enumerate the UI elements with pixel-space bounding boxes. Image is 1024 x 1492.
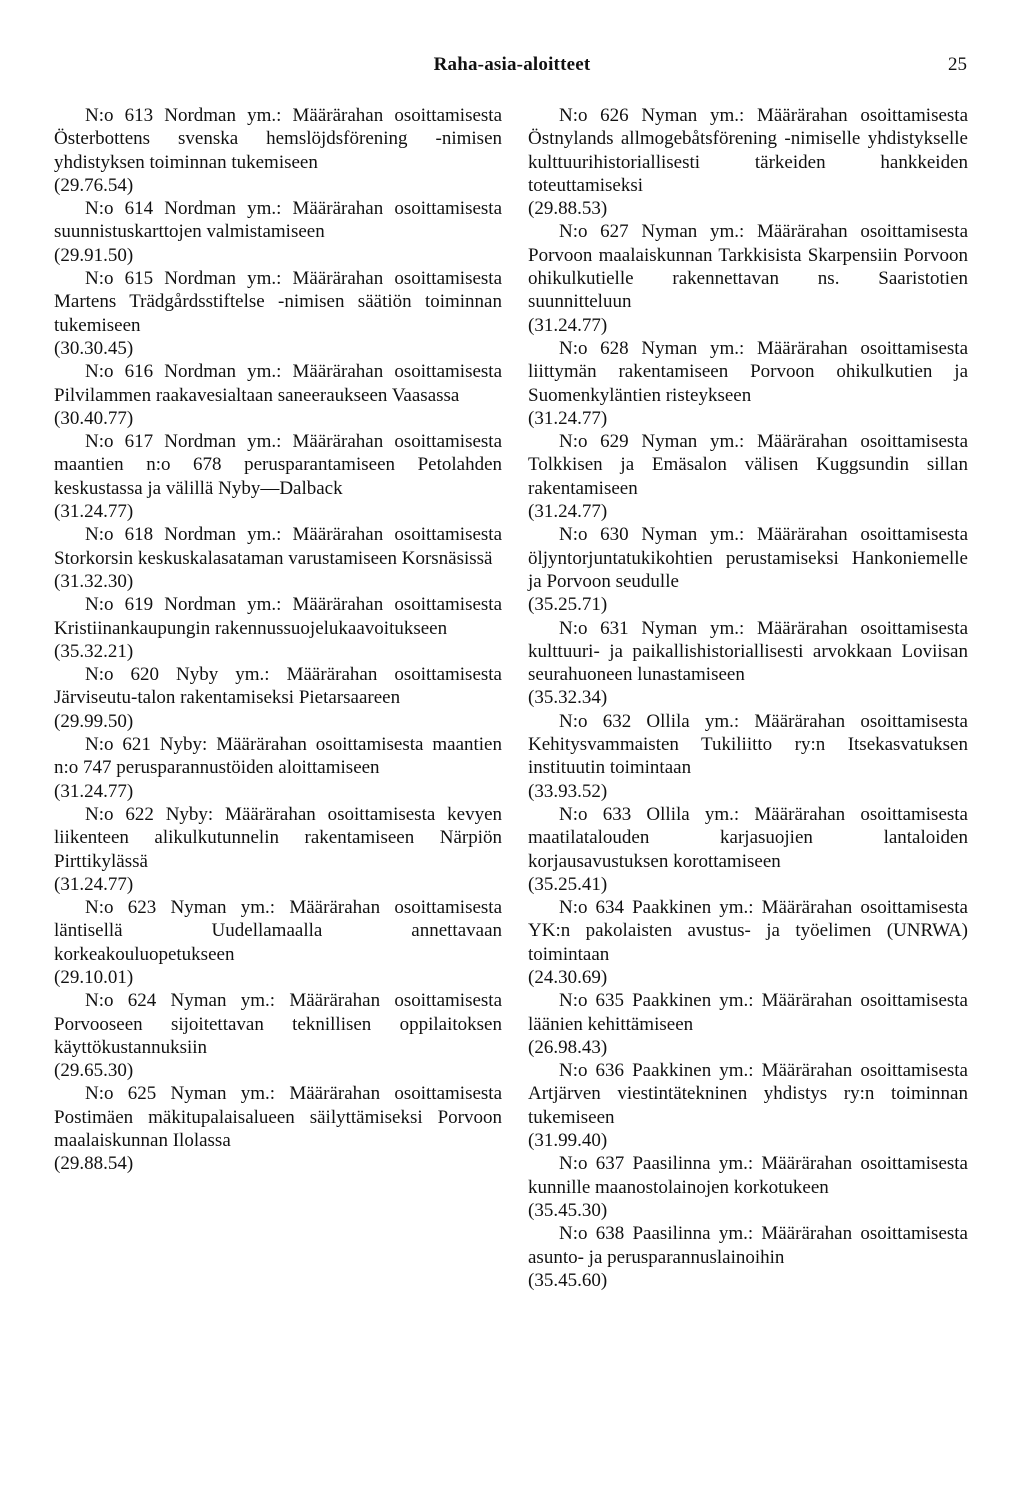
list-item [54, 267, 502, 360]
entry-reference: (24.30.69) [528, 966, 608, 988]
list-item [528, 710, 968, 803]
entry-reference: (31.32.30) [54, 570, 134, 592]
running-title: Raha-asia-aloitteet [433, 54, 591, 75]
list-item [528, 104, 968, 220]
list-item [54, 803, 502, 896]
entry-text: N:o 637 Paasilinna ym.: Määrärahan osoittamisesta kunnille maanostolainojen korkotukeen [528, 1153, 968, 1198]
entry-reference: (35.45.30) [528, 1199, 608, 1221]
list-item [528, 617, 968, 710]
entry-text: N:o 635 Paakkinen ym.: Määrärahan osoittamisesta läänien kehittämiseen [528, 990, 968, 1035]
entry-reference: (35.32.21) [54, 640, 134, 662]
page-header [0, 54, 1024, 84]
list-item [528, 803, 968, 896]
entry-text: N:o 621 Nyby: Määrärahan osoittamisesta maantien n:o 747 perusparannustöiden aloittamiseen [54, 734, 502, 779]
entry-text: N:o 628 Nyman ym.: Määrärahan osoittamisesta liittymän rakentamiseen Porvoon ohikulkutien ja Suomenkyläntien risteykseen [528, 337, 968, 406]
entry-reference: (29.65.30) [54, 1060, 134, 1082]
entry-reference: (31.24.77) [528, 407, 608, 429]
entry-reference: (29.91.50) [54, 244, 134, 266]
entry-text: N:o 631 Nyman ym.: Määrärahan osoittamisesta kulttuuri- ja paikallishistoriallisesti arvokkaan Loviisan seurahuoneen lunastamiseen [528, 617, 968, 686]
entry-text: N:o 626 Nyman ym.: Määrärahan osoittamisesta Östnylands allmogebåtsförening -nimiselle yhdistykselle kulttuurihistoriallisesti tärkeiden hankkeiden toteuttamiseksi [528, 105, 968, 196]
entry-text: N:o 630 Nyman ym.: Määrärahan osoittamisesta öljyntorjuntatukikohtien perustamiseksi Hankoniemelle ja Porvoon seudulle [528, 524, 968, 592]
entry-reference: (26.98.43) [528, 1036, 608, 1058]
entry-reference: (29.88.54) [54, 1153, 134, 1175]
list-item [54, 663, 502, 733]
list-item [54, 593, 502, 663]
entry-reference: (30.40.77) [54, 407, 134, 429]
entry-reference: (35.45.60) [528, 1269, 608, 1291]
list-item [54, 989, 502, 1082]
list-item [528, 1152, 968, 1222]
entry-text: N:o 617 Nordman ym.: Määrärahan osoittamisesta maantien n:o 678 perusparantamiseen Petolahden keskustassa ja välillä Nyby—Dalback [54, 431, 502, 499]
entry-text: N:o 620 Nyby ym.: Määrärahan osoittamisesta Järviseutu-talon rakentamiseksi Pietarsaareen [54, 664, 502, 709]
left-column [54, 104, 502, 1176]
entry-text: N:o 618 Nordman ym.: Määrärahan osoittamisesta Storkorsin keskuskalasataman varustamiseen Korsnäsissä [54, 524, 502, 569]
list-item [528, 523, 968, 616]
entry-text: N:o 622 Nyby: Määrärahan osoittamisesta kevyen liikenteen alikulkutunnelin rakentamiseen Närpiön Pirttikylässä [54, 803, 502, 872]
entry-reference: (31.24.77) [528, 314, 608, 336]
entry-reference: (31.24.77) [54, 780, 134, 802]
list-item [54, 1082, 502, 1175]
entry-text: N:o 638 Paasilinna ym.: Määrärahan osoittamisesta asunto- ja perusparannuslainoihin [528, 1223, 968, 1268]
entry-reference: (35.25.71) [528, 594, 608, 616]
entry-text: N:o 616 Nordman ym.: Määrärahan osoittamisesta Pilvilammen raakavesialtaan saneeraukseen Vaasassa [54, 361, 502, 406]
list-item [54, 733, 502, 803]
entry-text: N:o 627 Nyman ym.: Määrärahan osoittamisesta Porvoon maalaiskunnan Tarkkisista Skarpensiin Porvoon ohikulkutielle rakennettavan ns. Saaristotien suunnitteluun [528, 221, 968, 313]
entry-text: N:o 624 Nyman ym.: Määrärahan osoittamisesta Porvooseen sijoitettavan teknillisen oppilaitoksen käyttökustannuksiin [54, 990, 502, 1058]
list-item [528, 430, 968, 523]
list-item [54, 104, 502, 197]
list-item [528, 896, 968, 989]
entry-reference: (29.99.50) [54, 710, 134, 732]
list-item [54, 523, 502, 593]
entry-reference: (29.76.54) [54, 174, 134, 196]
entry-text: N:o 623 Nyman ym.: Määrärahan osoittamisesta läntisellä Uudellamaalla annettavaan korkeakouluopetukseen [54, 897, 502, 965]
entry-reference: (29.88.53) [528, 198, 608, 220]
entry-text: N:o 636 Paakkinen ym.: Määrärahan osoittamisesta Artjärven viestintätekninen yhdistys ry:n toiminnan tukemiseen [528, 1060, 968, 1128]
list-item [528, 1222, 968, 1292]
entry-reference: (31.99.40) [528, 1130, 608, 1152]
entry-reference: (31.24.77) [528, 501, 608, 523]
list-item [528, 337, 968, 430]
entry-reference: (29.10.01) [54, 966, 134, 988]
entry-reference: (31.24.77) [54, 501, 134, 523]
entry-reference: (33.93.52) [528, 780, 608, 802]
right-column [528, 104, 968, 1292]
list-item [528, 220, 968, 336]
entry-text: N:o 634 Paakkinen ym.: Määrärahan osoittamisesta YK:n pakolaisten avustus- ja työelimen (UNRWA) toimintaan [528, 897, 968, 965]
list-item [54, 197, 502, 267]
entry-text: N:o 615 Nordman ym.: Määrärahan osoittamisesta Martens Trädgårdsstiftelse -nimisen säätiön toiminnan tukemiseen [54, 268, 502, 336]
entry-reference: (31.24.77) [54, 873, 134, 895]
entry-text: N:o 613 Nordman ym.: Määrärahan osoittamisesta Österbottens svenska hemslöjdsförening -nimisen yhdistyksen toiminnan tukemiseen [54, 105, 502, 173]
list-item [528, 1059, 968, 1152]
entry-text: N:o 619 Nordman ym.: Määrärahan osoittamisesta Kristiinankaupungin rakennussuojelukaavoitukseen [54, 594, 502, 639]
list-item [54, 896, 502, 989]
entry-text: N:o 614 Nordman ym.: Määrärahan osoittamisesta suunnistuskarttojen valmistamiseen [54, 198, 502, 243]
list-item [528, 989, 968, 1059]
entry-reference: (35.25.41) [528, 873, 608, 895]
entry-reference: (35.32.34) [528, 687, 608, 709]
page-number: 25 [948, 54, 967, 75]
list-item [54, 430, 502, 523]
entry-text: N:o 632 Ollila ym.: Määrärahan osoittamisesta Kehitysvammaisten Tukiliitto ry:n Itsekasvatuksen instituutin toimintaan [528, 710, 968, 779]
entry-text: N:o 633 Ollila ym.: Määrärahan osoittamisesta maatilatalouden karjasuojien lantaloiden korjausavustuksen korottamiseen [528, 803, 968, 872]
entry-text: N:o 629 Nyman ym.: Määrärahan osoittamisesta Tolkkisen ja Emäsalon välisen Kuggsundin sillan rakentamiseen [528, 431, 968, 499]
entry-reference: (30.30.45) [54, 337, 134, 359]
list-item [54, 360, 502, 430]
entry-text: N:o 625 Nyman ym.: Määrärahan osoittamisesta Postimäen mäkitupalaisalueen säilyttämiseksi Porvoon maalaiskunnan Ilolassa [54, 1083, 502, 1152]
